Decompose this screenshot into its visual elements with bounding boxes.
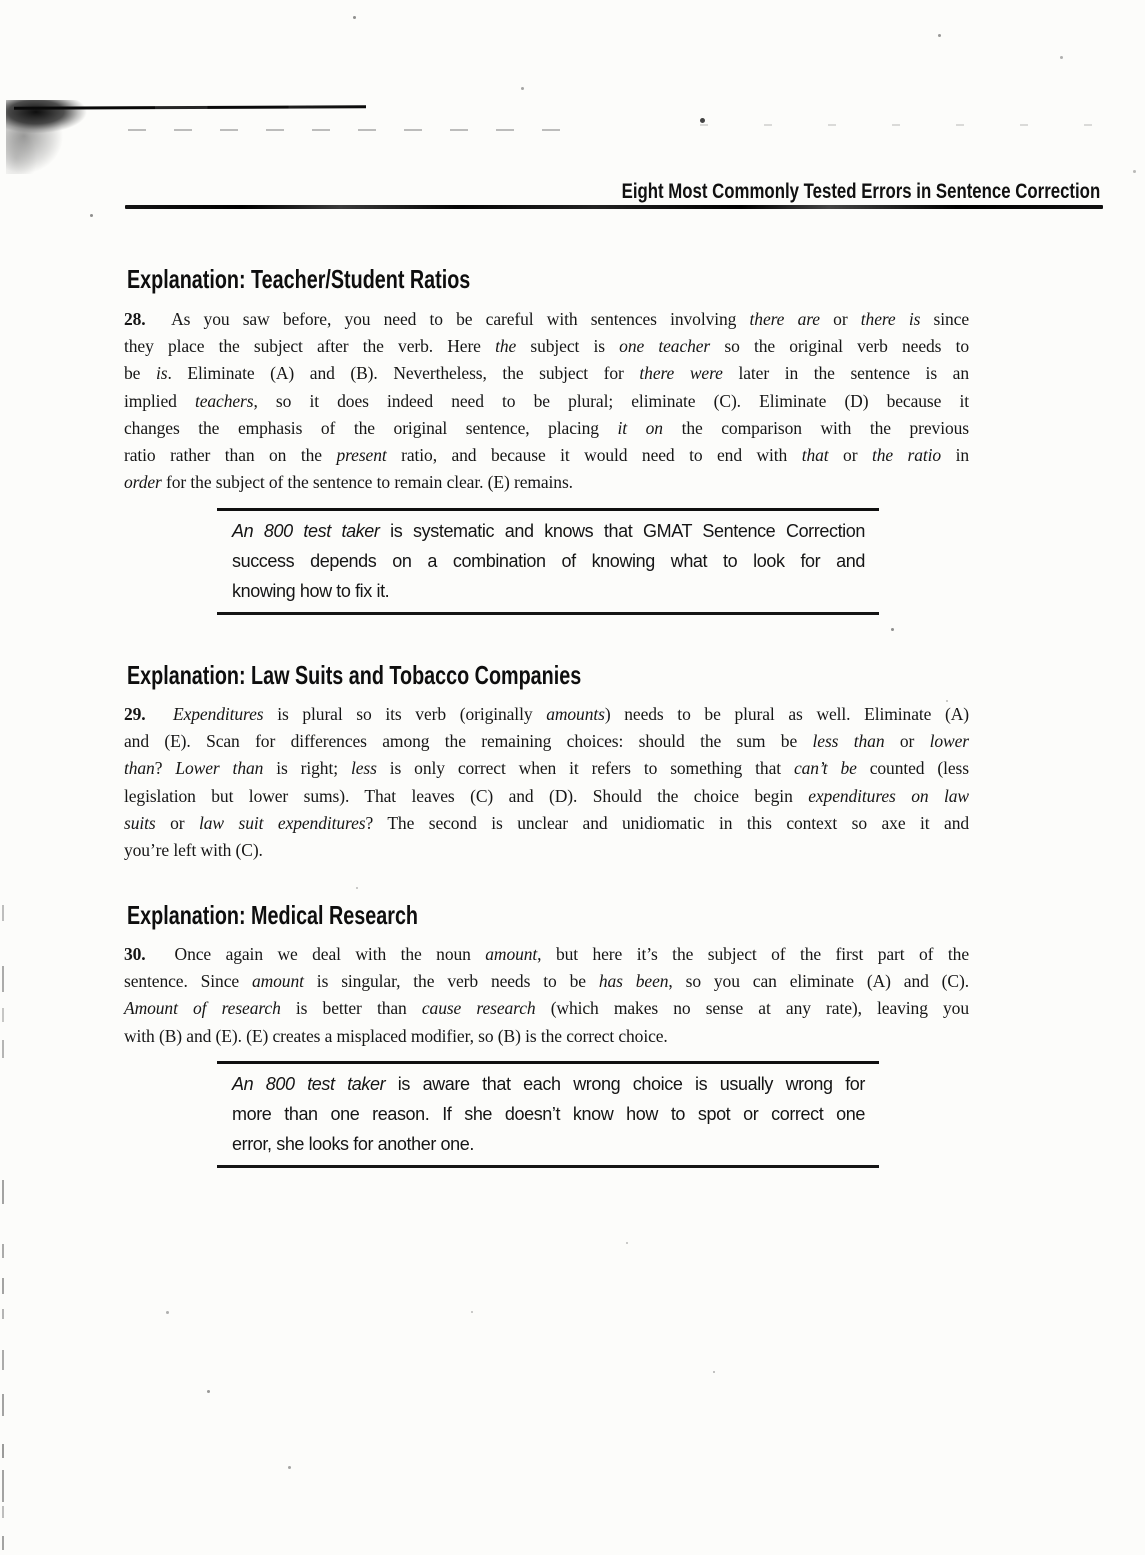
section-heading-medical-research: Explanation: Medical Research [127,900,419,930]
text-line: suits or law suit expenditures? The second is unclear and unidiomatic in this context so axe it and [124,812,970,833]
text-line: order for the subject of the sentence to remain clear. (E) remains. [124,472,573,493]
text-line: error, she looks for another one. [232,1134,474,1154]
scan-tick [2,1309,4,1319]
text-line: be is. Eliminate (A) and (B). Nevertheless, the subject for there were later in the sentence is an [124,363,969,384]
explanation-paragraph-29 [124,701,969,864]
section-heading-teacher-student-ratios: Explanation: Teacher/Student Ratios [127,264,471,294]
scan-smudge [6,100,118,174]
scan-speck [207,1390,210,1393]
text-line: changes the emphasis of the original sentence, placing it on the comparison with the previous [124,417,969,438]
scan-speck [353,16,356,19]
scan-speck [521,87,524,90]
scan-tick [2,1394,4,1416]
scan-speck [471,1311,473,1313]
text-line: legislation but lower sums). That leaves (C) and (D). Should the choice begin expenditures on law [124,785,969,806]
text-line: 29. Expenditures is plural so its verb (originally amounts) needs to be plural as well. Eliminate (A) [124,704,970,724]
text-line: with (B) and (E). (E) creates a misplaced modifier, so (B) is the correct choice. [124,1025,668,1046]
text-line: knowing how to fix it. [232,581,390,601]
scan-speck [1133,170,1136,173]
scan-speck [1060,56,1063,59]
section-heading-law-suits-tobacco: Explanation: Law Suits and Tobacco Companies [127,660,582,690]
scan-tick [2,1536,4,1550]
scan-dashes [128,129,568,131]
callout-box-systematic [217,508,879,615]
text-line: An 800 test taker is systematic and knows that GMAT Sentence Correction [232,521,865,541]
scan-tick [2,966,4,992]
scan-speck [166,1311,169,1314]
text-line: more than one reason. If she doesn’t know how to spot or correct one [232,1104,865,1124]
scan-speck [938,34,941,37]
text-line: 30. Once again we deal with the noun amount, but here it’s the subject of the first part of the [124,944,969,964]
scan-speck [891,628,894,631]
scan-tick [2,1470,4,1502]
text-line: success depends on a combination of knowing what to look for and [232,551,865,571]
text-line: ratio rather than on the present ratio, and because it would need to end with that or the ratio in [124,445,969,466]
explanation-paragraph-28 [124,306,969,496]
text-line: they place the subject after the verb. Here the subject is one teacher so the original verb needs to [124,336,969,357]
scan-tick [2,1008,4,1022]
scan-speck [713,1371,715,1373]
callout-box-wrong-choice [217,1061,879,1168]
text-line: you’re left with (C). [124,840,263,861]
text-line: 28. As you saw before, you need to be careful with sentences involving there are or there is since [124,309,969,329]
scan-tick [2,1040,4,1058]
text-line: and (E). Scan for differences among the remaining choices: should the sum be less than or lower [124,731,969,752]
scan-tick [2,1180,4,1204]
header-rule [125,205,1103,209]
scan-speck [626,1242,628,1244]
scan-speck [356,887,358,889]
text-line: implied teachers, so it does indeed need to be plural; eliminate (C). Eliminate (D) because it [124,390,969,411]
text-line: sentence. Since amount is singular, the verb needs to be has been, so you can eliminate (A) and (C). [124,971,969,992]
text-line: than? Lower than is right; less is only correct when it refers to something that can’t be counted (less [124,758,969,779]
scan-tick [2,1278,4,1294]
scan-speck [288,1466,291,1469]
scan-tick [2,1350,4,1370]
scan-line-artifact [14,105,366,110]
scan-speck [700,118,705,123]
scan-speck [90,214,93,217]
scan-tick [2,1444,4,1458]
scan-tick [2,1506,4,1518]
scan-tick [2,905,4,921]
running-header-title: Eight Most Commonly Tested Errors in Sentence Correction [621,180,1100,203]
text-line: An 800 test taker is aware that each wrong choice is usually wrong for [232,1074,865,1094]
text-line: Amount of research is better than cause research (which makes no sense at any rate), leaving you [124,998,969,1019]
scan-tick [2,1244,4,1258]
scan-dashes [700,124,1120,126]
explanation-paragraph-30 [124,941,969,1050]
